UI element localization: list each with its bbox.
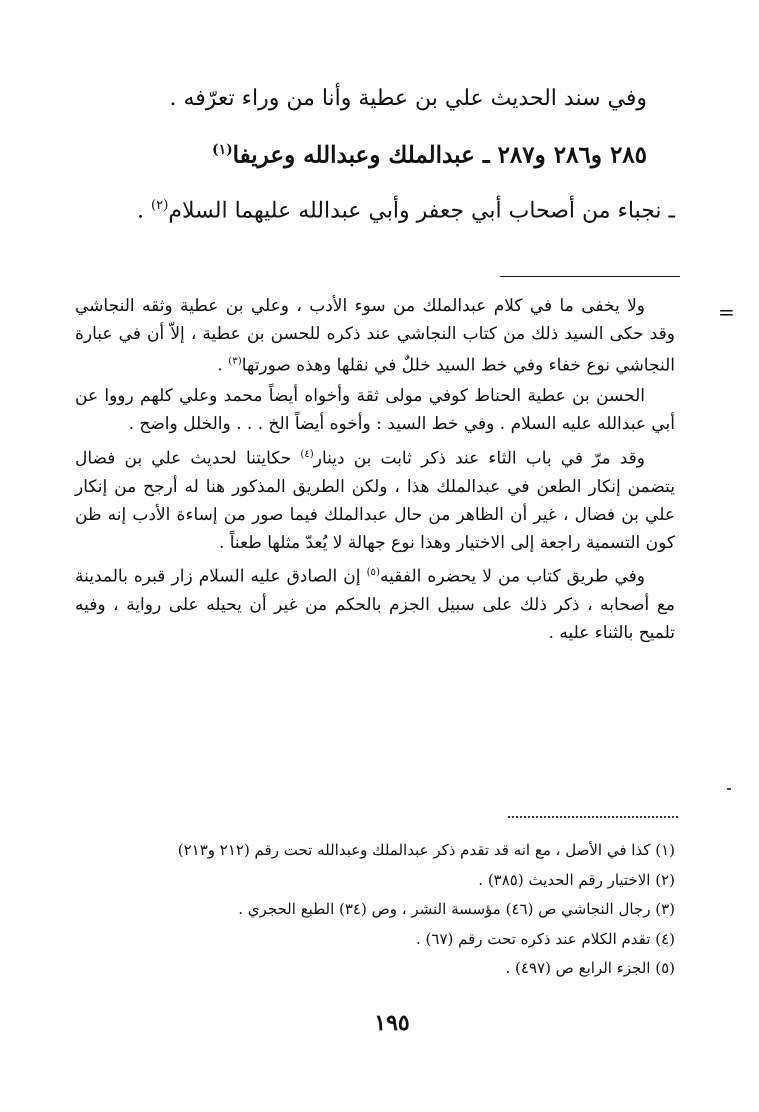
footnote-ref-2: (٢) <box>151 198 169 213</box>
commentary-text: حكايتنا لحديث علي بن فضال يتضمن إنكار الطعن في عبدالملك هذا ، ولكن الطريق المذكور هنا له أرجح من إنكار علي بن فضال ، غير أن الظاهر من حال عبدالملك فيما صور من إساءة الأدب إنه ظن كون التسمية راجعة إلى الاختيار وهذا نوع جهالة لا يُعدّ مثلها طعناً . <box>75 448 675 553</box>
margin-tick <box>727 788 731 790</box>
footnote-ref-1: (١) <box>212 142 233 158</box>
commentary-text: ولا يخفى ما في كلام عبدالملك من سوء الأدب ، وعلي بن عطية وثقه النجاشي وقد حكى السيد ذلك من كتاب النجاشي عند ذكره للحسن بن عطية ، إلاّ أن في عبارة النجاشي نوع خفاء وفي خط السيد خللٌ في نقلها وهذه صورتها <box>75 296 675 377</box>
margin-continuation-mark: = <box>718 300 735 324</box>
entry-description <box>75 188 675 229</box>
footnote-separator <box>508 816 678 818</box>
page-number: ١٩٥ <box>374 1010 410 1036</box>
commentary-text: إن الصادق عليه السلام زار قبره بالمدينة مع أصحابه ، ذكر ذلك على سبيل الجزم بالحكم من غير أن يحيله على رواية ، وفيه تلميح بالثناء عليه . <box>75 566 675 644</box>
section-divider <box>500 276 680 277</box>
commentary-block <box>75 292 675 649</box>
commentary-text: وقد مرّ في باب الثاء عند ذكر ثابت بن دينار <box>313 448 646 469</box>
footnote-item: (٥) الجزء الرابع ص (٤٩٧) . <box>505 959 675 977</box>
commentary-paragraph <box>75 559 675 647</box>
commentary-paragraph <box>75 441 675 557</box>
commentary-text: وفي طريق كتاب من لا يحضره الفقيه <box>380 566 646 587</box>
entry-description-end: . <box>137 198 151 224</box>
entry-description-text: ـ نجباء من أصحاب أبي جعفر وأبي عبدالله عليهما السلام <box>168 198 675 224</box>
commentary-text-end: . <box>217 356 229 377</box>
footnote-ref-5: (٥) <box>366 567 381 579</box>
intro-line: وفي سند الحديث علي بن عطية وأنا من وراء تعرّفه . <box>169 86 647 111</box>
footnote-item: (٢) الاختيار رقم الحديث (٣٨٥) . <box>478 870 675 889</box>
commentary-paragraph: الحسن بن عطية الحناط كوفي مولى ثقة وأخواه أيضاً محمد وعلي كلهم رووا عن أبي عبدالله عليه السلام . وفي خط السيد : وأخوه أيضاً الخ . . . والخلل واضح . <box>75 386 675 435</box>
footnote-item: (٤) تقدم الكلام عند ذكره تحت رقم (٦٧) . <box>416 929 675 948</box>
commentary-paragraph <box>75 292 675 380</box>
entry-heading <box>67 132 647 174</box>
footnotes <box>65 836 675 984</box>
footnote-ref-3: (٣) <box>228 356 242 368</box>
footnote-item: (١) كذا في الأصل ، مع انه قد تقدم ذكر عبدالملك وعبدالله تحت رقم (٢١٢ و٢١٣) <box>177 841 675 859</box>
footnote-ref-4: (٤) <box>300 448 314 460</box>
entry-heading-text: ٢٨٥ و٢٨٦ و٢٨٧ ـ عبدالملك وعبدالله وعريفا <box>232 141 647 169</box>
footnote-item: (٣) رجال النجاشي ص (٤٦) مؤسسة النشر ، وص (٣٤) الطبع الحجري . <box>238 900 675 918</box>
